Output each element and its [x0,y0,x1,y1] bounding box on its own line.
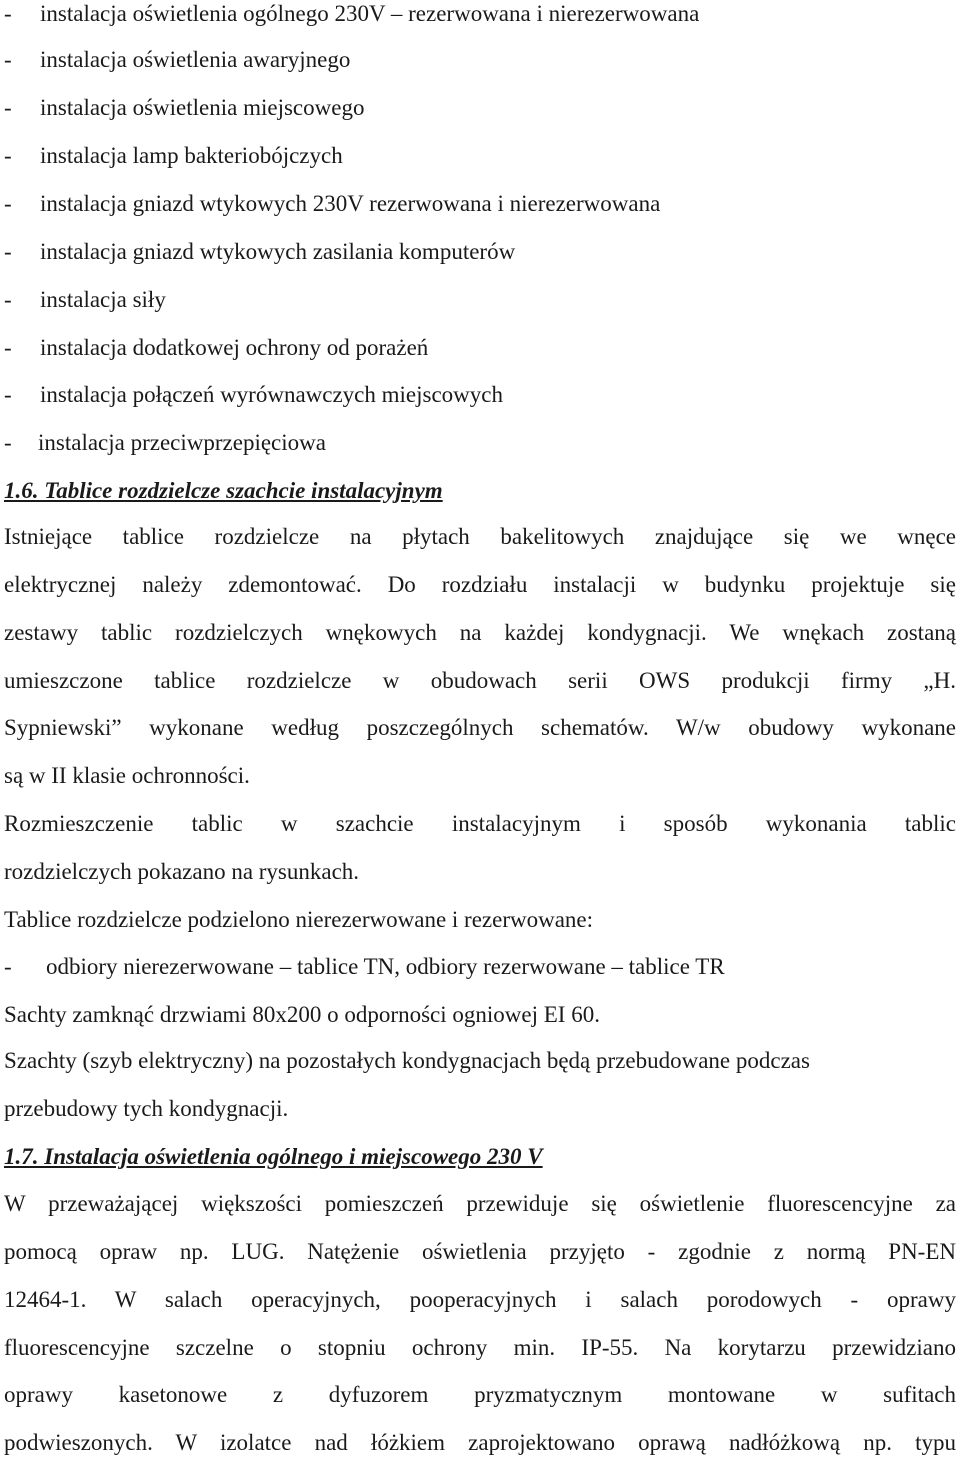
list-item-text: instalacja oświetlenia miejscowego [40,95,365,120]
paragraph-line: zestawy tablic rozdzielczych wnękowych na każdej kondygnacji. We wnękach zostaną [4,620,956,645]
paragraph-line: Szachty (szyb elektryczny) na pozostałych kondygnacjach będą przebudowane podczas [4,1048,810,1073]
list-item-text: instalacja połączeń wyrównawczych miejscowych [40,382,503,407]
list-dash: - [4,95,12,120]
list-dash: - [4,239,12,264]
paragraph-line: Sachty zamknąć drzwiami 80x200 o odporności ogniowej EI 60. [4,1002,600,1027]
paragraph-line: W przeważającej większości pomieszczeń przewiduje się oświetlenie fluorescencyjne za [4,1191,956,1216]
list-item-text: instalacja gniazd wtykowych zasilania komputerów [40,239,516,264]
list-dash: - [4,335,12,360]
list-item-text: instalacja lamp bakteriobójczych [40,143,343,168]
list-item [4,429,960,457]
section-heading: 1.6. Tablice rozdzielcze szachcie instalacyjnym [4,478,443,503]
paragraph-line: elektrycznej należy zdemontować. Do rozdziału instalacji w budynku projektuje się [4,572,956,597]
list-item [4,46,960,74]
list-item-text: instalacja oświetlenia awaryjnego [40,47,351,72]
list-item [4,0,960,28]
list-dash: - [4,287,12,312]
paragraph-line: podwieszonych. W izolatce nad łóżkiem zaprojektowano oprawą nadłóżkową np. typu [4,1430,956,1455]
list-item [4,381,960,409]
list-dash: - [4,47,12,72]
paragraph-line: Tablice rozdzielcze podzielono nierezerwowane i rezerwowane: [4,907,594,932]
paragraph-line: przebudowy tych kondygnacji. [4,1096,289,1121]
list-dash: - [4,1,12,26]
paragraph-line: rozdzielczych pokazano na rysunkach. [4,859,360,884]
list-item-text: instalacja przeciwprzepięciowa [38,430,326,455]
paragraph-line: umieszczone tablice rozdzielcze w obudowach serii OWS produkcji firmy „H. [4,668,956,693]
list-item [4,286,960,314]
list-dash: - [4,954,12,979]
list-item [4,334,960,362]
section-heading: 1.7. Instalacja oświetlenia ogólnego i miejscowego 230 V [4,1144,543,1169]
list-dash: - [4,143,12,168]
list-item [4,142,960,170]
paragraph-line: Istniejące tablice rozdzielcze na płytach bakelitowych znajdujące się we wnęce [4,524,956,549]
list-item-text: instalacja dodatkowej ochrony od porażeń [40,335,429,360]
list-dash: - [4,382,12,407]
list-item-text: instalacja siły [40,287,166,312]
paragraph-line: Rozmieszczenie tablic w szachcie instalacyjnym i sposób wykonania tablic [4,811,956,836]
list-item [4,190,960,218]
list-item-text: instalacja oświetlenia ogólnego 230V – rezerwowana i nierezerwowana [40,1,700,26]
paragraph-line: są w II klasie ochronności. [4,763,250,788]
list-item-text: instalacja gniazd wtykowych 230V rezerwowana i nierezerwowana [40,191,661,216]
paragraph-line: Sypniewski” wykonane według poszczególnych schematów. W/w obudowy wykonane [4,715,956,740]
paragraph-line: 12464-1. W salach operacyjnych, pooperacyjnych i salach porodowych - oprawy [4,1287,956,1312]
list-dash: - [4,191,12,216]
list-item [4,94,960,122]
paragraph-line: oprawy kasetonowe z dyfuzorem pryzmatycznym montowane w sufitach [4,1382,956,1407]
list-dash: - [4,430,12,455]
paragraph-line: fluorescencyjne szczelne o stopniu ochrony min. IP-55. Na korytarzu przewidziano [4,1335,956,1360]
list-item-text: odbiory nierezerwowane – tablice TN, odbiory rezerwowane – tablice TR [46,954,725,979]
list-item [4,953,960,981]
paragraph-line: pomocą opraw np. LUG. Natężenie oświetlenia przyjęto - zgodnie z normą PN-EN [4,1239,956,1264]
list-item [4,238,960,266]
